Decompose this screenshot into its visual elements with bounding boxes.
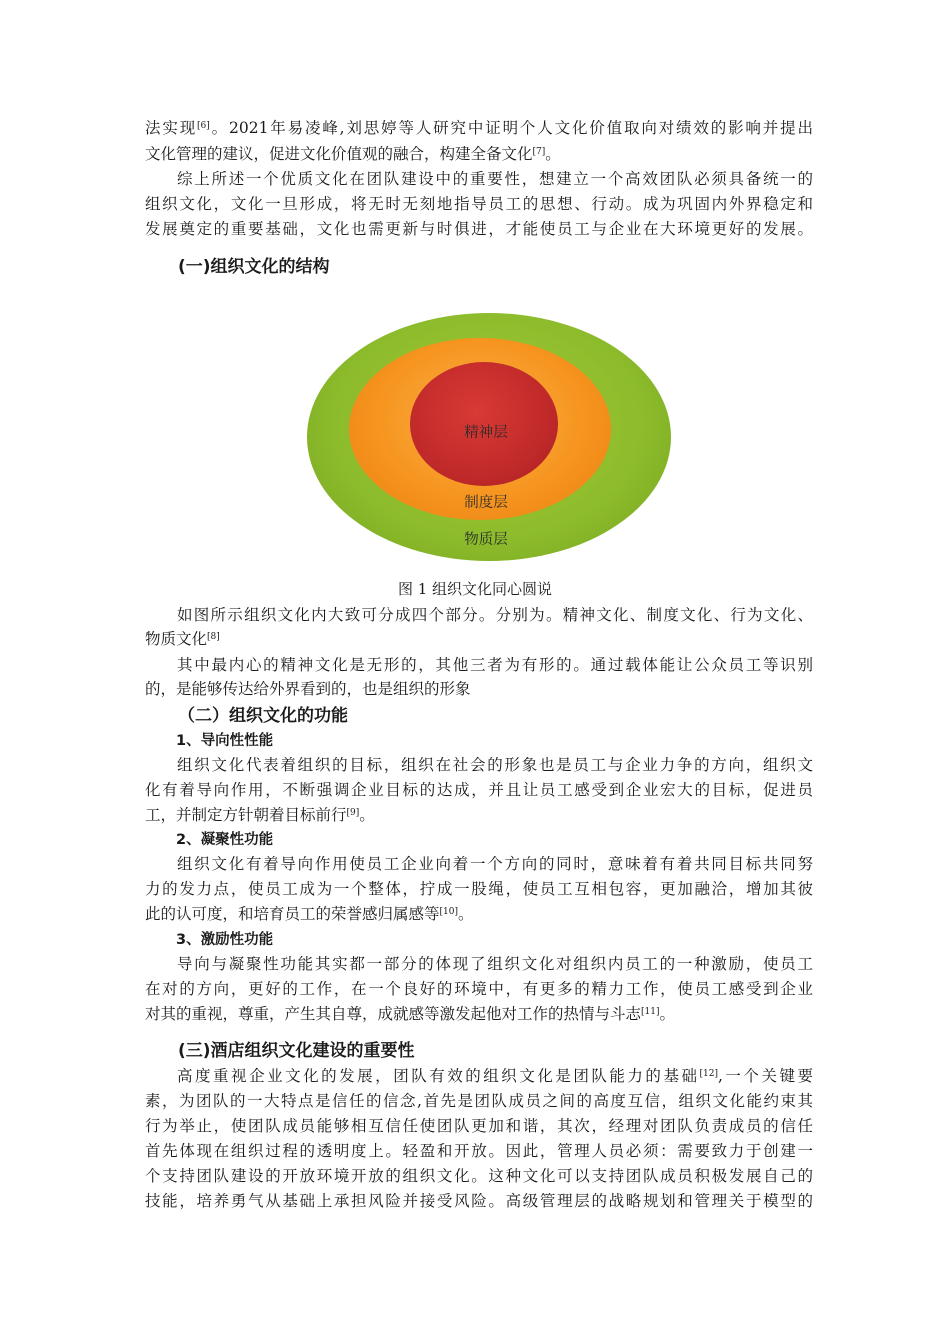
- citation-ref: [9]: [346, 808, 360, 818]
- motivation-line-2: 在对的方向，更好的工作，在一个良好的环境中，有更多的精力工作，使员工感受到企业: [145, 980, 813, 998]
- subheading-guidance: 1、导向性性能: [176, 733, 274, 749]
- inner-line-2: 的，是能够传达给外界看到的，也是组织的形象: [145, 680, 471, 698]
- section-heading-functions: （二）组织文化的功能: [178, 706, 348, 726]
- text-span: 。: [359, 806, 375, 824]
- citation-ref: [6]: [197, 121, 210, 131]
- text-span: ,一个关键要: [717, 1067, 813, 1085]
- parts-line-1: 如图所示组织文化内大致可分成四个部分。分别为。精神文化、制度文化、行为文化、: [177, 606, 813, 624]
- importance-line-3: 行为举止，使团队成员能够相互信任使团队更加和谐，其次，经理对团队负责成员的信任: [145, 1117, 813, 1135]
- importance-line-6: 技能，培养勇气从基础上承担风险并接受风险。高级管理层的战略规划和管理关于模型的: [145, 1192, 813, 1210]
- summary-line-3: 发展奠定的重要基础，文化也需更新与时俱进，才能使员工与企业在大环境更好的发展。: [145, 220, 813, 238]
- system-layer-label: 制度层: [464, 495, 508, 511]
- subheading-motivation: 3、激励性功能: [176, 932, 274, 948]
- motivation-line-3: [145, 1002, 813, 1027]
- text-span: 工，并制定方针朝着目标前行: [145, 806, 347, 824]
- importance-line-1: [177, 1064, 813, 1089]
- text-span: 。: [458, 905, 474, 923]
- guidance-line-3: [145, 803, 813, 828]
- text-span: 法实现: [145, 119, 198, 137]
- text-span: 文化管理的建议，促进文化价值观的融合，构建全备文化: [145, 145, 533, 163]
- citation-ref: [8]: [207, 632, 220, 642]
- cohesion-line-3: [145, 902, 813, 927]
- text-span: 此的认可度，和培育员工的荣誉感归属感等: [145, 905, 440, 923]
- importance-line-4: 首先体现在组织过程的透明度上。轻盈和开放。因此，管理人员必须：需要致力于创建一: [145, 1142, 813, 1160]
- concentric-culture-figure: [293, 298, 683, 570]
- text-span: 。: [659, 1005, 676, 1023]
- spiritual-layer-label: 精神层: [464, 425, 508, 441]
- cohesion-line-1: 组织文化有着导向作用使员工企业向着一个方向的同时，意味着有着共同目标共同努: [177, 855, 813, 873]
- cohesion-line-2: 力的发力点，使员工成为一个整体，拧成一股绳，使员工互相包容，更加融洽，增加其彼: [145, 880, 813, 898]
- inner-line-1: 其中最内心的精神文化是无形的，其他三者为有形的。通过载体能让公众员工等识别: [177, 656, 813, 674]
- importance-line-5: 个支持团队建设的开放环境开放的组织文化。这种文化可以支持团队成员积极发展自己的: [145, 1167, 813, 1185]
- material-layer-label: 物质层: [464, 532, 508, 548]
- text-span: 。: [545, 145, 561, 163]
- citation-ref: [7]: [532, 147, 546, 157]
- parts-line-2: [145, 627, 813, 652]
- text-span: 对其的重视，尊重，产生其自尊，成就感等激发起他对工作的热情与斗志: [145, 1005, 642, 1023]
- guidance-line-2: 化有着导向作用，不断强调企业目标的达成，并且让员工感受到企业宏大的目标，促进员: [145, 781, 813, 799]
- intro-line-2: [145, 142, 813, 167]
- intro-line-1: [145, 116, 813, 141]
- text-span: 。2021年易凌峰,刘思婷等人研究中证明个人文化价值取向对绩效的影响并提出: [209, 119, 813, 137]
- importance-line-2: 素，为团队的一大特点是信任的信念,首先是团队成员之间的高度互信，组织文化能约束其: [145, 1092, 813, 1110]
- citation-ref: [11]: [641, 1007, 660, 1017]
- guidance-line-1: 组织文化代表着组织的目标，组织在社会的形象也是员工与企业力争的方向，组织文: [177, 756, 813, 774]
- motivation-line-1: 导向与凝聚性功能其实都一部分的体现了组织文化对组织内员工的一种激励，使员工: [177, 955, 813, 973]
- summary-line-1: 综上所述一个优质文化在团队建设中的重要性，想建立一个高效团队必须具备统一的: [177, 170, 813, 188]
- citation-ref: [12]: [699, 1069, 718, 1079]
- summary-line-2: 组织文化，文化一旦形成，将无时无刻地指导员工的思想、行动。成为巩固内外界稳定和: [145, 195, 813, 213]
- text-span: 物质文化: [145, 630, 208, 648]
- figure-caption: 图 1 组织文化同心圆说: [397, 580, 553, 598]
- citation-ref: [10]: [439, 907, 458, 917]
- text-span: 高度重视企业文化的发展，团队有效的组织文化是团队能力的基础: [177, 1067, 700, 1085]
- subheading-cohesion: 2、凝聚性功能: [176, 832, 274, 848]
- section-heading-importance: (三)酒店组织文化建设的重要性: [178, 1041, 415, 1061]
- section-heading-structure: (一)组织文化的结构: [178, 257, 330, 277]
